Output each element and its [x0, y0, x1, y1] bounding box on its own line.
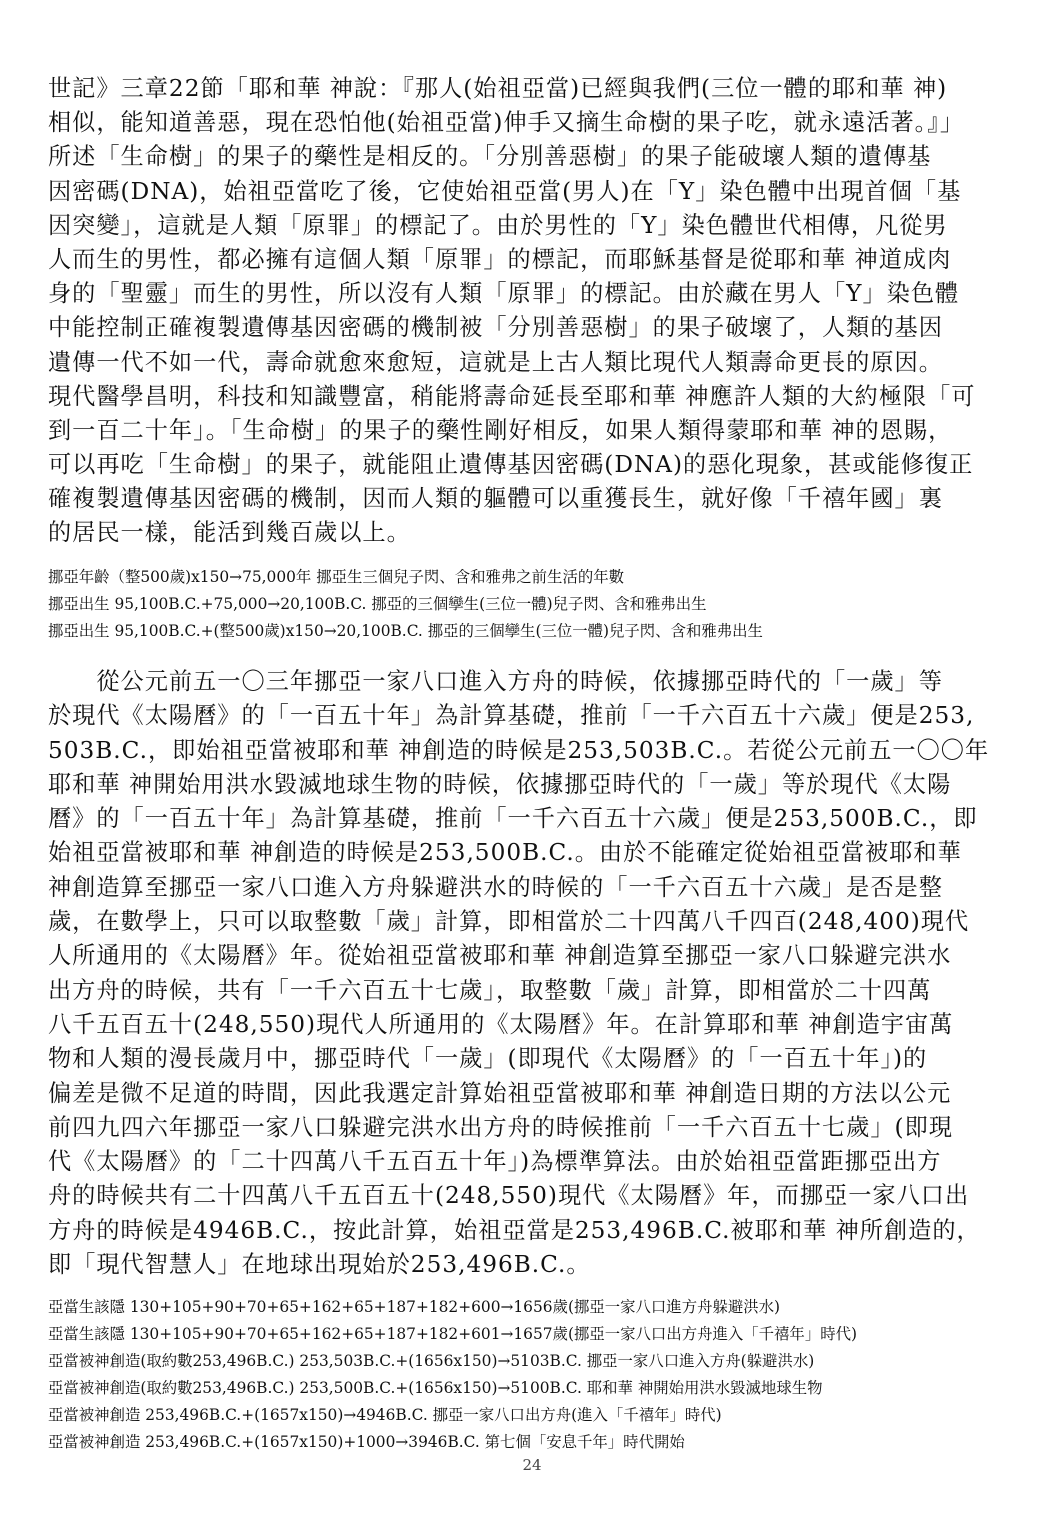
text-line: 現代醫學昌明，科技和知識豐富，稍能將壽命延長至耶和華 神應許人類的大約極限「可: [48, 382, 976, 410]
text-line: 人而生的男性，都必擁有這個人類「原罪」的標記，而耶穌基督是從耶和華 神道成肉: [48, 245, 952, 273]
text-line: 於現代《太陽曆》的「一百五十年」為計算基礎，推前「一千六百五十六歲」便是253,: [48, 702, 975, 730]
text-line: 舟的時候共有二十四萬八千五百五十(248,550)現代《太陽曆》年，而挪亞一家八口出: [48, 1182, 970, 1210]
text-line: 可以再吃「生命樹」的果子，就能阻止遺傳基因密碼(DNA)的惡化現象，甚或能修復正: [48, 451, 974, 479]
text-line: 503B.C.，即始祖亞當被耶和華 神創造的時候是253,503B.C.。若從公元前五一〇〇年: [48, 736, 990, 764]
text-line: 的居民一樣，能活到幾百歲以上。: [48, 519, 411, 547]
footnote-line: 亞當被神創造 253,496B.C.+(1657x150)→4946B.C. 挪亞一家八口出方舟(進入「千禧年」時代): [48, 1406, 722, 1424]
paragraph-main-2: [48, 665, 1038, 1282]
text-line: 人所通用的《太陽曆》年。從始祖亞當被耶和華 神創造算至挪亞一家八口躲避完洪水: [48, 942, 952, 970]
footnote-line: 挪亞出生 95,100B.C.+(整500歲)x150→20,100B.C. 挪亞的三個孿生(三位一體)兒子閃、含和雅弗出生: [48, 622, 763, 640]
text-line: 神創造算至挪亞一家八口進入方舟躲避洪水的時候的「一千六百五十六歲」是否是整: [48, 873, 943, 901]
text-line: 代《太陽曆》的「二十四萬八千五百五十年」)為標準算法。由於始祖亞當距挪亞出方: [48, 1148, 942, 1176]
text-line: 物和人類的漫長歲月中，挪亞時代「一歲」(即現代《太陽曆》的「一百五十年」)的: [48, 1045, 928, 1073]
text-line: 世記》三章22節「耶和華 神說：『那人(始祖亞當)已經與我們(三位一體的耶和華 神): [48, 75, 948, 102]
text-line: 因突變」，這就是人類「原罪」的標記了。由於男性的「Y」染色體世代相傳，凡從男: [48, 211, 948, 239]
text-line: 身的「聖靈」而生的男性，所以沒有人類「原罪」的標記。由於藏在男人「Y」染色體: [48, 280, 960, 308]
footnote-block-1: [48, 564, 1038, 645]
footnote-line: 亞當生該隱 130+105+90+70+65+162+65+187+182+600→1656歲(挪亞一家八口進方舟躲避洪水): [48, 1298, 781, 1316]
text-line: 從公元前五一〇三年挪亞一家八口進入方舟的時候，依據挪亞時代的「一歲」等: [48, 668, 943, 695]
footnote-line: 亞當被神創造 253,496B.C.+(1657x150)+1000→3946B.C. 第七個「安息千年」時代開始: [48, 1433, 685, 1451]
text-line: 所述「生命樹」的果子的藥性是相反的。「分別善惡樹」的果子能破壞人類的遺傳基: [48, 143, 932, 171]
text-line: 前四九四六年挪亞一家八口躲避完洪水出方舟的時候推前「一千六百五十七歲」(即現: [48, 1113, 953, 1141]
text-line: 曆》的「一百五十年」為計算基礎，推前「一千六百五十六歲」便是253,500B.C.，即: [48, 805, 978, 833]
text-line: 中能控制正確複製遺傳基因密碼的機制被「分別善惡樹」的果子破壞了，人類的基因: [48, 314, 943, 342]
footnote-line: 亞當被神創造(取約數253,496B.C.) 253,503B.C.+(1656x150)→5103B.C. 挪亞一家八口進入方舟(躲避洪水): [48, 1352, 815, 1370]
text-line: 出方舟的時候，共有「一千六百五十七歲」，取整數「歲」計算，即相當於二十四萬: [48, 976, 932, 1004]
text-line: 歲，在數學上，只可以取整數「歲」計算，即相當於二十四萬八千四百(248,400)現代: [48, 908, 970, 936]
footnote-line: 挪亞出生 95,100B.C.+75,000→20,100B.C. 挪亞的三個孿生(三位一體)兒子閃、含和雅弗出生: [48, 595, 707, 613]
text-line: 方舟的時候是4946B.C.，按此計算，始祖亞當是253,496B.C.被耶和華 神所創造的，: [48, 1216, 981, 1244]
text-line: 因密碼(DNA)，始祖亞當吃了後，它使始祖亞當(男人)在「Y」染色體中出現首個「基: [48, 177, 962, 205]
footnote-line: 挪亞年齡（整500歲)x150→75,000年 挪亞生三個兒子閃、含和雅弗之前生活的年數: [48, 568, 625, 586]
text-line: 遺傳一代不如一代，壽命就愈來愈短，這就是上古人類比現代人類壽命更長的原因。: [48, 348, 943, 376]
text-line: 偏差是微不足道的時間，因此我選定計算始祖亞當被耶和華 神創造日期的方法以公元: [48, 1079, 952, 1107]
footnote-line: 亞當生該隱 130+105+90+70+65+162+65+187+182+601→1657歲(挪亞一家八口出方舟進入「千禧年」時代): [48, 1325, 857, 1343]
page-number: 24: [522, 1456, 542, 1474]
text-line: 耶和華 神開始用洪水毀滅地球生物的時候，依據挪亞時代的「一歲」等於現代《太陽: [48, 770, 952, 798]
paragraph-main-1: [48, 72, 1038, 551]
text-line: 八千五百五十(248,550)現代人所通用的《太陽曆》年。在計算耶和華 神創造宇宙萬: [48, 1010, 954, 1038]
footnote-line: 亞當被神創造(取約數253,496B.C.) 253,500B.C.+(1656x150)→5100B.C. 耶和華 神開始用洪水毀滅地球生物: [48, 1379, 823, 1397]
text-line: 即「現代智慧人」在地球出現始於253,496B.C.。: [48, 1251, 591, 1279]
text-line: 相似，能知道善惡，現在恐怕他(始祖亞當)伸手又摘生命樹的果子吃，就永遠活著。』」: [48, 109, 965, 137]
text-line: 確複製遺傳基因密碼的機制，因而人類的軀體可以重獲長生，就好像「千禧年國」裏: [48, 485, 943, 513]
text-line: 始祖亞當被耶和華 神創造的時候是253,500B.C.。由於不能確定從始祖亞當被耶和華: [48, 839, 962, 867]
text-line: 到一百二十年」。「生命樹」的果子的藥性剛好相反，如果人類得蒙耶和華 神的恩賜，: [48, 416, 953, 444]
footnote-block-2: [48, 1294, 1038, 1456]
